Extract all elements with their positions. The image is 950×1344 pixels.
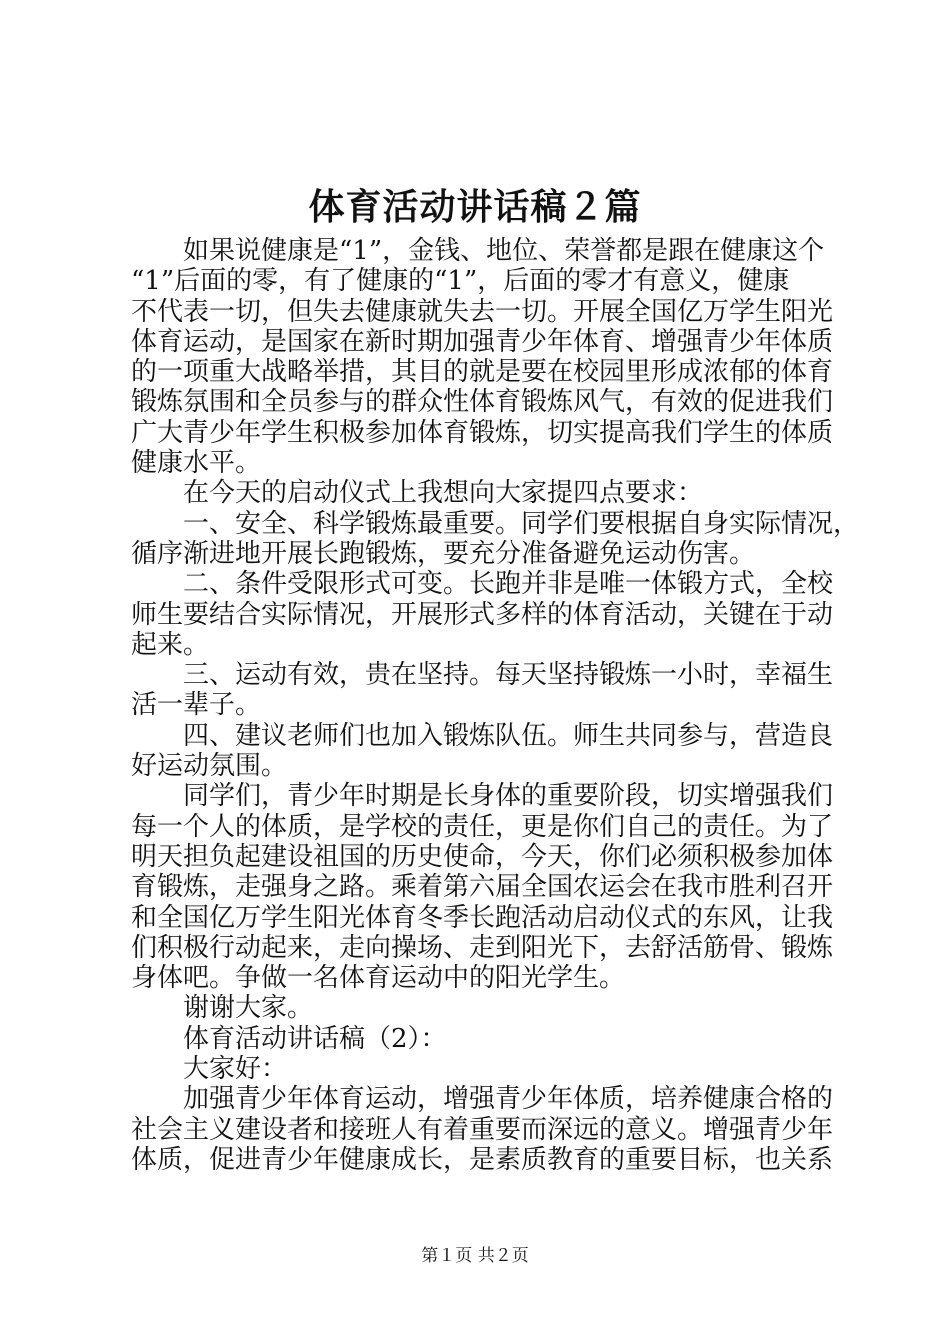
text-line: 四、建议老师们也加入锻炼队伍。师生共同参与，营造良 (183, 720, 834, 751)
text-line: 们积极行动起来，走向操场、走到阳光下，去舒活筋骨、锻炼 (131, 932, 834, 963)
text-line: 明天担负起建设祖国的历史使命，今天，你们必须积极参加体 (131, 841, 834, 872)
text-line: 谢谢大家。 (183, 993, 314, 1024)
text-line: 大家好： (183, 1054, 288, 1085)
text-line: 同学们，青少年时期是长身体的重要阶段，切实增强我们 (183, 781, 834, 812)
text-line: 一、安全、科学锻炼最重要。同学们要根据自身实际情况， (183, 508, 860, 539)
text-line: 起来。 (131, 629, 210, 660)
text-line: 在今天的启动仪式上我想向大家提四点要求： (183, 478, 704, 509)
text-line: 锻炼氛围和全员参与的群众性体育锻炼风气，有效的促进我们 (131, 387, 834, 418)
text-line: 不代表一切，但失去健康就失去一切。开展全国亿万学生阳光 (131, 296, 834, 327)
text-line: 广大青少年学生积极参加体育锻炼，切实提高我们学生的体质 (131, 417, 834, 448)
text-line: “1”后面的零，有了健康的“1”，后面的零才有意义，健康 (131, 266, 790, 297)
text-line: 育锻炼，走强身之路。乘着第六届全国农运会在我市胜利召开 (131, 872, 834, 903)
text-line: 健康水平。 (131, 448, 262, 479)
text-line: 的一项重大战略举措，其目的就是要在校园里形成浓郁的体育 (131, 357, 834, 388)
text-line: 三、运动有效，贵在坚持。每天坚持锻炼一小时，幸福生 (183, 660, 834, 691)
text-line: 二、条件受限形式可变。长跑并非是唯一体锻方式，全校 (183, 569, 834, 600)
document-title: 体育活动讲话稿２篇 (308, 186, 642, 228)
text-line: 体质，促进青少年健康成长，是素质教育的重要目标，也关系 (131, 1144, 834, 1175)
text-line: 体育活动讲话稿（2）： (183, 1023, 447, 1054)
text-line: 每一个人的体质，是学校的责任，更是你们自己的责任。为了 (131, 811, 834, 842)
text-line: 加强青少年体育运动，增强青少年体质，培养健康合格的 (183, 1084, 834, 1115)
text-line: 社会主义建设者和接班人有着重要而深远的意义。增强青少年 (131, 1114, 834, 1145)
page-footer: 第１页 共２页 (421, 1246, 529, 1266)
text-line: 如果说健康是“1”，金钱、地位、荣誉都是跟在健康这个 (183, 236, 825, 266)
text-line: 循序渐进地开展长跑锻炼，要充分准备避免运动伤害。 (131, 538, 756, 569)
document-body (131, 236, 860, 1175)
text-line: 好运动氛围。 (131, 751, 288, 782)
text-line: 活一辈子。 (131, 690, 262, 721)
text-line: 身体吧。争做一名体育运动中的阳光学生。 (131, 963, 626, 994)
text-line: 师生要结合实际情况，开展形式多样的体育活动，关键在于动 (131, 599, 834, 630)
text-line: 体育运动，是国家在新时期加强青少年体育、增强青少年体质 (131, 326, 834, 357)
text-line: 和全国亿万学生阳光体育冬季长跑活动启动仪式的东风，让我 (131, 902, 834, 933)
